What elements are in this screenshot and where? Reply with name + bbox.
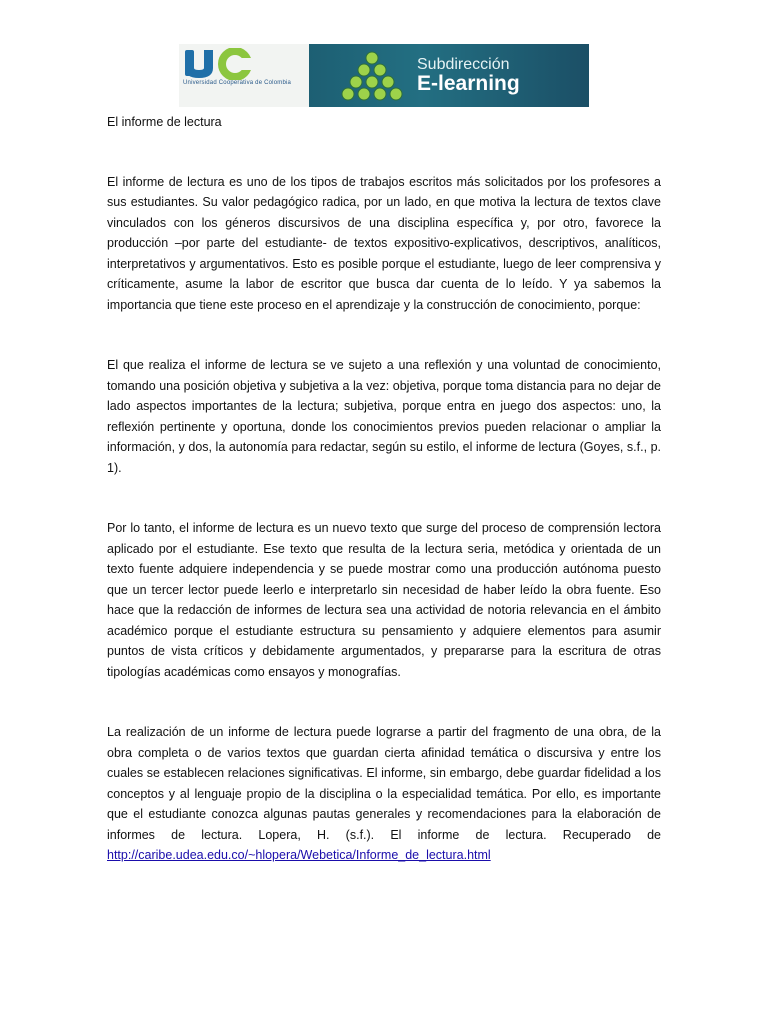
paragraph-2: El que realiza el informe de lectura se ve sujeto a una reflexión y una voluntad de conocimiento, tomando una posición objetiva y subjetiva a la vez: objetiva, porque toma distancia para no dejar de lado aspectos importantes de la lectura; subjetiva, porque entra en juego dos aspectos: uno, la reflexión pertinente y oportuna, donde los conocimientos previos pueden relacionar o ampliar la información, y dos, la autonomía para redactar, según su estilo, el informe de lectura (Goyes, s.f., p. 1). — [107, 358, 661, 475]
pyramid-icon — [337, 50, 407, 102]
university-logo-panel — [179, 44, 309, 107]
elearning-panel — [309, 44, 589, 107]
university-name: Universidad Cooperativa de Colombia — [183, 80, 292, 86]
document-body — [107, 112, 661, 906]
banner-subtitle: Subdirección — [417, 56, 510, 73]
document-title: El informe de lectura — [107, 115, 222, 129]
paragraph-1: El informe de lectura es uno de los tipos de trabajos escritos más solicitados por los profesores a sus estudiantes. Su valor pedagógico radica, por un lado, en que motiva la lectura de textos clave vinculados con los géneros discursivos de una disciplina específica y, por otro, favorece la producción –por parte del estudiante- de textos expositivo-explicativos, descriptivos, analíticos, interpretativos y argumentativos. Esto es posible porque el estudiante, luego de leer comprensiva y críticamente, asume la labor de escritor que busca dar cuenta de lo leído. Y ya sabemos la importancia que tiene este proceso en el aprendizaje y la construcción de conocimiento, porque: — [107, 174, 661, 312]
banner-title: E-learning — [417, 72, 520, 95]
paragraph-4-text: La realización de un informe de lectura puede lograrse a partir del fragmento de una obra, de la obra completa o de varios textos que guardan cierta afinidad temática o discursiva y entre los cuales se establecen relaciones significativas. El informe, sin embargo, debe guardar fidelidad a los conceptos y al lenguaje propio de la disciplina o la especialidad temática. Por ello, es importante que el estudiante conozca algunas pautas generales y recomendaciones para la elaboración de informes de lectura. Lopera, H. (s.f.). El informe de lectura. Recuperado de — [107, 725, 661, 842]
source-link[interactable]: http://caribe.udea.edu.co/~hlopera/Webetica/Informe_de_lectura.html — [107, 848, 491, 862]
paragraph-3: Por lo tanto, el informe de lectura es un nuevo texto que surge del proceso de comprensión lectora aplicado por el estudiante. Ese texto que resulta de la lectura seria, metódica y orientada de un texto fuente adquiere independencia y se puede mostrar como una producción autónoma puesto que un tercer lector puede leerlo e interpretarlo sin necesidad de haber leído la obra fuente. Eso hace que la redacción de informes de lectura sea una actividad de notoria relevancia en el ámbito académico porque el estudiante estructura su pensamiento y adquiere elementos para asumir puntos de vista críticos y debidamente argumentados, y prepararse para la escritura de otras tipologías académicas como ensayos y monografías. — [107, 521, 661, 679]
header-banner — [179, 44, 589, 107]
paragraph-4 — [107, 722, 661, 866]
uc-logo-icon — [183, 48, 253, 80]
